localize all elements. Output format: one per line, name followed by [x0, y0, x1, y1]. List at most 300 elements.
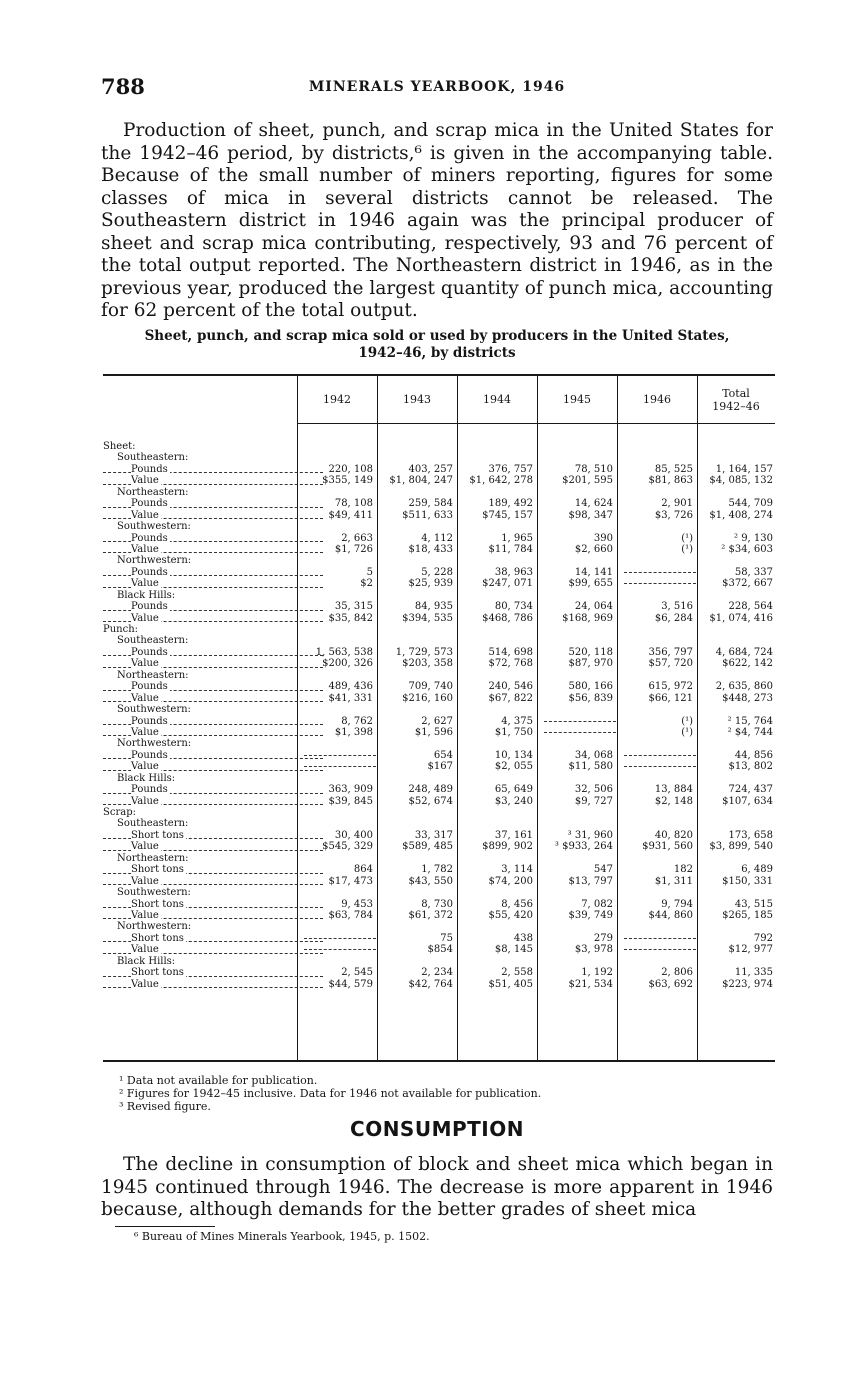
row-label	[103, 555, 313, 566]
row-label	[103, 464, 327, 475]
table-cell: $265, 185	[722, 909, 773, 921]
table-cell: $854	[427, 944, 453, 956]
table-cell: $203, 358	[402, 658, 453, 670]
row-label-text: Northeastern:	[117, 669, 189, 681]
row-label	[103, 681, 327, 692]
row-label	[103, 899, 327, 910]
table-cell: $2, 660	[574, 543, 613, 555]
table-cell: 75	[440, 932, 453, 944]
row-label	[103, 956, 313, 967]
row-label	[103, 967, 327, 978]
table-cell: 2, 901	[661, 498, 693, 510]
row-label	[103, 475, 327, 486]
table-row	[103, 956, 775, 967]
row-label	[103, 624, 299, 635]
table-cell: 864	[353, 864, 373, 876]
table-row	[103, 784, 775, 795]
row-label	[103, 452, 313, 463]
table-cell: 8, 762	[341, 715, 373, 727]
table-cell: $17, 473	[328, 875, 373, 887]
table-cell: $168, 969	[562, 612, 613, 624]
table-cell: $44, 579	[328, 978, 373, 990]
table-row	[103, 853, 775, 864]
table-cell: 2, 627	[421, 715, 453, 727]
row-label-text: Northwestern:	[117, 555, 192, 567]
table-cell: $39, 749	[568, 909, 613, 921]
row-label-text: Short tons	[131, 967, 184, 979]
table-cell: $589, 485	[402, 841, 453, 853]
table-cell: $87, 970	[568, 658, 613, 670]
row-label-text: Southwestern:	[117, 887, 191, 899]
table-footnotes	[119, 1074, 541, 1113]
row-label	[103, 647, 327, 658]
row-label	[103, 487, 313, 498]
table-cell: 615, 972	[648, 681, 693, 693]
row-label	[103, 544, 327, 555]
table-cell: 228, 564	[728, 601, 773, 613]
table-cell: $216, 160	[402, 692, 453, 704]
row-label	[103, 521, 313, 532]
empty-cell-leader	[624, 949, 696, 950]
row-label	[103, 841, 327, 852]
table-cell: $899, 902	[482, 841, 533, 853]
table-row	[103, 635, 775, 646]
row-label-text: Value	[131, 726, 159, 738]
table-cell: (¹)	[681, 726, 693, 738]
table-cell: 2, 806	[661, 967, 693, 979]
table-row	[103, 510, 775, 521]
table-cell: 390	[593, 532, 613, 544]
table-row	[103, 475, 775, 486]
table-row	[103, 544, 775, 555]
table-row	[103, 761, 775, 772]
table-cell: $74, 200	[488, 875, 533, 887]
table-cell: 30, 400	[334, 829, 373, 841]
table-bottom-rule	[103, 1060, 775, 1062]
table-cell: $25, 939	[408, 578, 453, 590]
table-cell: $3, 240	[494, 795, 533, 807]
table-cell: 2, 234	[421, 967, 453, 979]
table-cell: $2	[360, 578, 373, 590]
table-row	[103, 578, 775, 589]
table-cell: 182	[673, 864, 693, 876]
table-cell: $1, 750	[494, 726, 533, 738]
table-row	[103, 498, 775, 509]
table-cell: ² $4, 744	[727, 726, 773, 738]
table-cell: 547	[593, 864, 613, 876]
table-cell: $247, 071	[482, 578, 533, 590]
table-row	[103, 876, 775, 887]
table-cell: 14, 141	[574, 566, 613, 578]
row-label	[103, 567, 327, 578]
table-cell: 11, 335	[734, 967, 773, 979]
row-label	[103, 498, 327, 509]
table-cell: 78, 510	[574, 463, 613, 475]
table-row	[103, 910, 775, 921]
table-cell: $448, 273	[722, 692, 773, 704]
table-cell: $39, 845	[328, 795, 373, 807]
row-label-text: Value	[131, 978, 159, 990]
table-cell: $61, 372	[408, 909, 453, 921]
table-cell: 32, 506	[574, 784, 613, 796]
table-row	[103, 979, 775, 990]
table-cell: 10, 134	[494, 749, 533, 761]
table-row	[103, 830, 775, 841]
table-cell: $43, 550	[408, 875, 453, 887]
table-cell: $18, 433	[408, 543, 453, 555]
row-label-text: Black Hills:	[117, 772, 176, 784]
empty-cell-leader	[304, 766, 376, 767]
table-cell: $1, 311	[654, 875, 693, 887]
table-body	[103, 441, 775, 990]
section-heading: CONSUMPTION	[350, 1117, 524, 1141]
table-cell: 520, 118	[568, 646, 613, 658]
table-cell: $42, 764	[408, 978, 453, 990]
table-cell: ² 9, 130	[734, 532, 773, 544]
row-label	[103, 441, 299, 452]
row-label-text: Short tons	[131, 898, 184, 910]
table-row	[103, 864, 775, 875]
row-label-text: Northwestern:	[117, 921, 192, 933]
table-cell: 85, 525	[654, 463, 693, 475]
table-row	[103, 716, 775, 727]
row-label-text: Pounds	[131, 601, 168, 613]
table-cell: $394, 535	[402, 612, 453, 624]
row-label-text: Pounds	[131, 566, 168, 578]
row-label-text: Pounds	[131, 715, 168, 727]
table-cell: 35, 315	[334, 601, 373, 613]
row-label	[103, 738, 313, 749]
column-header-1946: 1946	[643, 393, 671, 406]
table-row	[103, 738, 775, 749]
page-header	[101, 74, 773, 102]
row-label-text: Southwestern:	[117, 521, 191, 533]
row-label	[103, 761, 327, 772]
table-row	[103, 681, 775, 692]
table-row	[103, 967, 775, 978]
page-footnote: ⁶ Bureau of Mines Minerals Yearbook, 1945, p. 1502.	[134, 1230, 430, 1243]
table-row	[103, 601, 775, 612]
row-label-text: Value	[131, 841, 159, 853]
table-cell: 14, 624	[574, 498, 613, 510]
row-label	[103, 910, 327, 921]
table-cell: 2, 558	[501, 967, 533, 979]
row-label-text: Southeastern:	[117, 818, 189, 830]
table-row	[103, 773, 775, 784]
table-cell: 9, 453	[341, 898, 373, 910]
table-cell: 65, 649	[494, 784, 533, 796]
table-row	[103, 841, 775, 852]
table-row	[103, 693, 775, 704]
table-cell: $167	[427, 761, 453, 773]
table-cell: 3, 114	[501, 864, 533, 876]
row-label-text: Short tons	[131, 829, 184, 841]
table-cell: 78, 108	[334, 498, 373, 510]
table-title-line-2: 1942–46, by districts	[358, 345, 516, 361]
row-label-text: Northeastern:	[117, 486, 189, 498]
row-label	[103, 944, 327, 955]
table-cell: 654	[433, 749, 453, 761]
table-cell: (¹)	[681, 715, 693, 727]
empty-cell-leader	[544, 721, 616, 722]
table-cell: 6, 489	[741, 864, 773, 876]
row-label-text: Black Hills:	[117, 589, 176, 601]
table-cell: ² 15, 764	[727, 715, 773, 727]
row-label	[103, 876, 327, 887]
table-row	[103, 658, 775, 669]
table-cell: $66, 121	[648, 692, 693, 704]
table-row	[103, 933, 775, 944]
row-label	[103, 670, 313, 681]
table-cell: $1, 074, 416	[709, 612, 773, 624]
table-cell: 24, 064	[574, 601, 613, 613]
table-cell: ³ 31, 960	[567, 829, 613, 841]
column-header-total: Total 1942–46	[712, 386, 760, 413]
row-label	[103, 727, 327, 738]
table-row	[103, 796, 775, 807]
row-label	[103, 510, 327, 521]
table-row	[103, 624, 775, 635]
table-cell: $63, 784	[328, 909, 373, 921]
table-cell: 5, 228	[421, 566, 453, 578]
table-cell: $49, 411	[328, 509, 373, 521]
empty-cell-leader	[544, 732, 616, 733]
row-label-text: Value	[131, 578, 159, 590]
consumption-paragraph: The decline in consumption of block and sheet mica which began in 1945 continued through 1946. The decrease is more apparent in 1946 because, although demands for the better grades of sheet mica	[101, 1154, 773, 1220]
row-label	[103, 864, 327, 875]
table-cell: 40, 820	[654, 829, 693, 841]
table-cell: $1, 642, 278	[469, 475, 533, 487]
table-cell: 248, 489	[408, 784, 453, 796]
row-label-text: Pounds	[131, 463, 168, 475]
table-cell: 37, 161	[494, 829, 533, 841]
table-cell: $44, 860	[648, 909, 693, 921]
row-label	[103, 773, 313, 784]
table-row	[103, 750, 775, 761]
row-label-text: Short tons	[131, 864, 184, 876]
table-cell: 2, 545	[341, 967, 373, 979]
table-cell: 1, 563, 538	[315, 646, 373, 658]
page-number: 788	[101, 74, 145, 99]
row-label-text: Southeastern:	[117, 635, 189, 647]
intro-paragraph: Production of sheet, punch, and scrap mica in the United States for the 1942–46 period, by districts,⁶ is given in the accompanying table. Because of the small number of miners reporting, figures for some classes of mica in several districts cannot be released. The Southeastern district in 1946 again was the principal producer of sheet and scrap mica contributing, respectively, 93 and 76 percent of the total output reported. The Northeastern district in 1946, as in the previous year, produced the largest quantity of punch mica, accounting for 62 percent of the total output.	[101, 120, 773, 321]
row-label-text: Pounds	[131, 498, 168, 510]
table-cell: 2, 663	[341, 532, 373, 544]
table-cell: $468, 786	[482, 612, 533, 624]
table-cell: $511, 633	[402, 509, 453, 521]
table-footnote: ¹ Data not available for publication.	[119, 1074, 318, 1087]
header-rule	[297, 423, 775, 424]
table-cell: $52, 674	[408, 795, 453, 807]
table-cell: 5	[366, 566, 373, 578]
table-row	[103, 704, 775, 715]
running-title: MINERALS YEARBOOK, 1946	[308, 79, 566, 95]
table-row	[103, 887, 775, 898]
table-cell: $67, 822	[488, 692, 533, 704]
row-label	[103, 750, 327, 761]
row-label-text: Punch:	[103, 624, 139, 635]
row-label-text: Value	[131, 612, 159, 624]
table-cell: 1, 192	[581, 967, 613, 979]
table-cell: $3, 899, 540	[709, 841, 773, 853]
row-label-text: Value	[131, 475, 159, 487]
row-label-text: Pounds	[131, 784, 168, 796]
table-cell: 1, 729, 573	[395, 646, 453, 658]
table-cell: $201, 595	[562, 475, 613, 487]
table-cell: 514, 698	[488, 646, 533, 658]
row-label-text: Pounds	[131, 646, 168, 658]
table-cell: 2, 635, 860	[715, 681, 773, 693]
table-row	[103, 944, 775, 955]
table-cell: $622, 142	[722, 658, 773, 670]
table-cell: 709, 740	[408, 681, 453, 693]
row-label	[103, 578, 327, 589]
table-cell: 792	[753, 932, 773, 944]
table-cell: $931, 560	[642, 841, 693, 853]
row-label	[103, 979, 327, 990]
empty-cell-leader	[624, 755, 696, 756]
table-cell: 13, 884	[654, 784, 693, 796]
table-cell: $98, 347	[568, 509, 613, 521]
table-cell: $1, 804, 247	[389, 475, 453, 487]
table-cell: ² $34, 603	[721, 543, 773, 555]
table-row	[103, 921, 775, 932]
empty-cell-leader	[304, 949, 376, 950]
table-cell: 376, 757	[488, 463, 533, 475]
table-cell: 489, 436	[328, 681, 373, 693]
row-label	[103, 933, 327, 944]
table-cell: $3, 978	[574, 944, 613, 956]
table-row	[103, 613, 775, 624]
row-label-text: Scrap:	[103, 807, 136, 818]
table-row	[103, 670, 775, 681]
row-label-text: Southeastern:	[117, 452, 189, 464]
table-row	[103, 899, 775, 910]
row-label	[103, 807, 299, 818]
table-cell: 189, 492	[488, 498, 533, 510]
table-cell: $6, 284	[654, 612, 693, 624]
row-label-text: Pounds	[131, 681, 168, 693]
row-label-text: Value	[131, 875, 159, 887]
table-cell: 8, 730	[421, 898, 453, 910]
table-cell: 279	[593, 932, 613, 944]
table-cell: $11, 580	[568, 761, 613, 773]
table-row	[103, 441, 775, 452]
row-label-text: Short tons	[131, 932, 184, 944]
row-label	[103, 716, 327, 727]
row-label	[103, 818, 313, 829]
table-cell: $13, 802	[728, 761, 773, 773]
table-cell: $355, 149	[322, 475, 373, 487]
row-label	[103, 693, 327, 704]
table-cell: 7, 082	[581, 898, 613, 910]
table-cell: 438	[513, 932, 533, 944]
row-label	[103, 921, 313, 932]
table-cell: $57, 720	[648, 658, 693, 670]
empty-cell-leader	[624, 572, 696, 573]
table-cell: $9, 727	[574, 795, 613, 807]
table-cell: $1, 408, 274	[709, 509, 773, 521]
table-title	[101, 328, 773, 362]
table-cell: $13, 797	[568, 875, 613, 887]
table-cell: 8, 456	[501, 898, 533, 910]
table-cell: 240, 546	[488, 681, 533, 693]
table-cell: $545, 329	[322, 841, 373, 853]
row-label	[103, 830, 327, 841]
table-cell: 38, 963	[494, 566, 533, 578]
table-cell: $21, 534	[568, 978, 613, 990]
column-header-1945: 1945	[563, 393, 591, 406]
row-label-text: Value	[131, 761, 159, 773]
table-row	[103, 567, 775, 578]
table-cell: $372, 667	[722, 578, 773, 590]
row-label	[103, 590, 313, 601]
table-cell: 544, 709	[728, 498, 773, 510]
table-cell: $72, 768	[488, 658, 533, 670]
table-cell: $99, 655	[568, 578, 613, 590]
row-label-text: Value	[131, 543, 159, 555]
table-cell: 9, 794	[661, 898, 693, 910]
table-row	[103, 647, 775, 658]
table-cell: $51, 405	[488, 978, 533, 990]
table-row	[103, 452, 775, 463]
table-cell: $223, 974	[722, 978, 773, 990]
table-row	[103, 533, 775, 544]
table-cell: 44, 856	[734, 749, 773, 761]
table-cell: (¹)	[681, 532, 693, 544]
table-cell: $200, 326	[322, 658, 373, 670]
table-cell: 220, 108	[328, 463, 373, 475]
empty-cell-leader	[304, 938, 376, 939]
table-cell: $2, 055	[494, 761, 533, 773]
column-header-1944: 1944	[483, 393, 511, 406]
table-cell: $1, 596	[414, 726, 453, 738]
row-label-text: Value	[131, 692, 159, 704]
column-header-1942: 1942	[323, 393, 351, 406]
table-cell: 1, 164, 157	[715, 463, 773, 475]
row-label	[103, 784, 327, 795]
table-cell: 363, 909	[328, 784, 373, 796]
table-cell: 58, 337	[734, 566, 773, 578]
table-cell: 34, 068	[574, 749, 613, 761]
table-cell: $745, 157	[482, 509, 533, 521]
empty-cell-leader	[304, 755, 376, 756]
table-cell: 3, 516	[661, 601, 693, 613]
row-label	[103, 853, 313, 864]
table-row	[103, 590, 775, 601]
row-label	[103, 613, 327, 624]
table-cell: $8, 145	[494, 944, 533, 956]
row-label-text: Value	[131, 509, 159, 521]
table-cell: $41, 331	[328, 692, 373, 704]
table-cell: $150, 331	[722, 875, 773, 887]
table-row	[103, 555, 775, 566]
footnote-rule	[115, 1226, 215, 1227]
table-cell: $35, 842	[328, 612, 373, 624]
row-label-text: Sheet:	[103, 441, 136, 452]
row-label	[103, 704, 313, 715]
table-cell: 4, 112	[421, 532, 453, 544]
row-label-text: Value	[131, 944, 159, 956]
table-cell: 259, 584	[408, 498, 453, 510]
table-footnote: ² Figures for 1942–45 inclusive. Data for 1946 not available for publication.	[119, 1087, 542, 1100]
table-cell: $1, 398	[334, 726, 373, 738]
table-cell: 43, 515	[734, 898, 773, 910]
table-title-line-1: Sheet, punch, and scrap mica sold or used by producers in the United States,	[144, 328, 730, 344]
row-label	[103, 601, 327, 612]
table-cell: 1, 965	[501, 532, 533, 544]
table-cell: $3, 726	[654, 509, 693, 521]
